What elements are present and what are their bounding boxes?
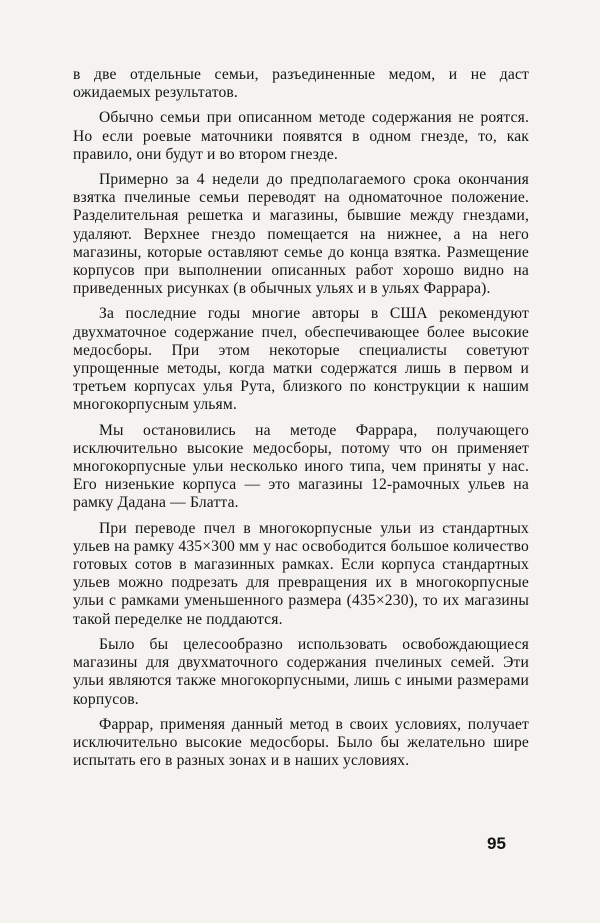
paragraph-magazine-usage: Было бы целесообразно использовать освобождающиеся магазины для двухматочного содержания пчелиных семей. Эти ульи являются также многокорпусными, лишь с иными размерами корпусов. [73, 635, 529, 708]
paragraph-usa-authors: За последние годы многие авторы в США рекомендуют двухматочное содержание пчел, обеспечивающее более высокие медосборы. При этом некоторые специалисты советуют упрощенные методы, когда матки содержатся лишь в первом и третьем корпусах улья Рута, близкого по конструкции к нашим многокорпусным ульям. [73, 305, 529, 414]
paragraph-conclusion: Фаррар, применяя данный метод в своих условиях, получает исключительно высокие медосборы. Было бы желательно шире испытать его в разных зонах и в наших условиях. [73, 715, 529, 770]
paragraph-continued: в две отдельные семьи, разъединенные медом, и не даст ожидаемых результатов. [73, 66, 529, 102]
page-number: 95 [487, 834, 506, 853]
page-body [73, 66, 529, 777]
paragraph-frame-conversion: При переводе пчел в многокорпусные ульи из стандартных ульев на рамку 435×300 мм у нас освободится большое количество готовых сотов в магазинных рамках. Если корпуса стандартных ульев можно подрезать для превращения их в многокорпусные ульи с рамками уменьшенного размера (435×230), то их магазины такой переделке не поддаются. [73, 519, 529, 628]
paragraph-single-queen-transition: Примерно за 4 недели до предполагаемого срока окончания взятка пчелиные семьи переводят на одноматочное положение. Разделительная решетка и магазины, бывшие между гнездами, удаляют. Верхнее гнездо помещается на нижнее, а на него магазины, которые оставляют семье до конца взятка. Размещение корпусов при выполнении описанных работ хорошо видно на приведенных рисунках (в обычных ульях и в ульях Фаррара). [73, 171, 529, 298]
paragraph-swarming: Обычно семьи при описанном методе содержания не роятся. Но если роевые маточники появятся в одном гнезде, то, как правило, они будут и во втором гнезде. [73, 109, 529, 163]
paragraph-farrar-method: Мы остановились на методе Фаррара, получающего исключительно высокие медосборы, потому что он применяет многокорпусные ульи несколько иного типа, чем приняты у нас. Его низенькие корпуса — это магазины 12-рамочных ульев на рамку Дадана — Блатта. [73, 421, 529, 512]
